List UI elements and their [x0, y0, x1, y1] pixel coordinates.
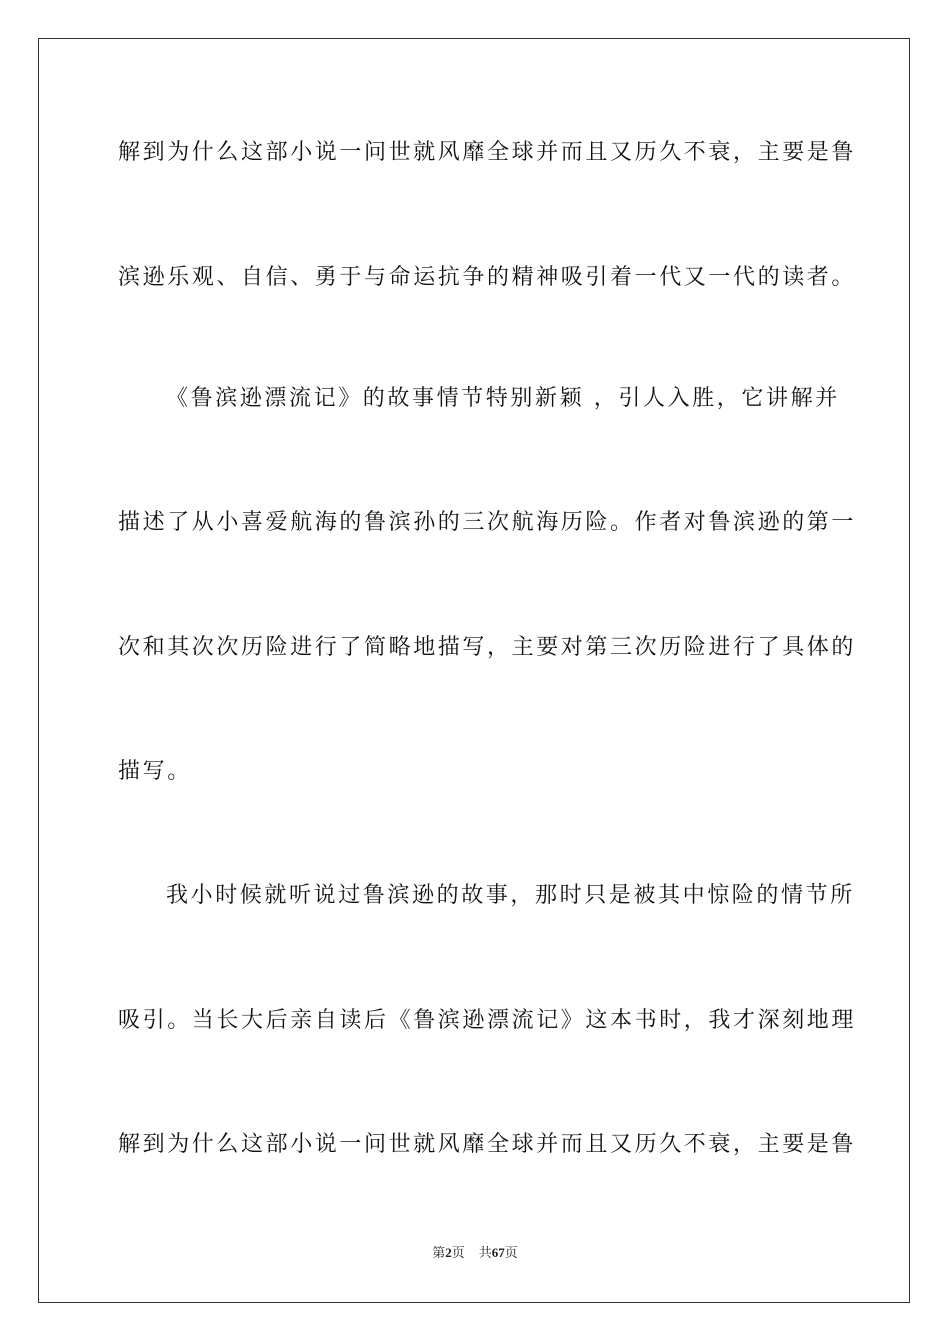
footer-page-prefix: 第 [432, 1246, 446, 1261]
text-line-9: 解到为什么这部小说一问世就风靡全球并而且又历久不衰，主要是鲁 [118, 1132, 857, 1157]
text-line-2: 滨逊乐观、自信、勇于与命运抗争的精神吸引着一代又一代的读者。 [118, 265, 857, 290]
footer-total-prefix: 共 [478, 1246, 492, 1261]
footer-page-suffix: 页 [451, 1246, 465, 1261]
text-line-5: 次和其次次历险进行了简略地描写，主要对第三次历险进行了具体的 [118, 635, 857, 660]
footer-total-suffix: 页 [504, 1246, 518, 1261]
text-line-6: 描写。 [118, 759, 192, 784]
text-line-1: 解到为什么这部小说一问世就风靡全球并而且又历久不衰，主要是鲁 [118, 140, 857, 165]
text-line-7: 我小时候就听说过鲁滨逊的故事，那时只是被其中惊险的情节所 [166, 883, 855, 908]
text-line-4: 描述了从小喜爱航海的鲁滨孙的三次航海历险。作者对鲁滨逊的第一 [118, 510, 857, 535]
footer-total-pages: 67 [491, 1245, 505, 1260]
text-line-8: 吸引。当长大后亲自读后《鲁滨逊漂流记》这本书时，我才深刻地理 [118, 1008, 857, 1033]
page-border [38, 38, 910, 1303]
footer-page-number: 2 [445, 1245, 452, 1260]
text-line-3: 《鲁滨逊漂流记》的故事情节特别新颖 ，引人入胜，它讲解并 [166, 386, 840, 411]
page-footer [0, 1244, 950, 1263]
